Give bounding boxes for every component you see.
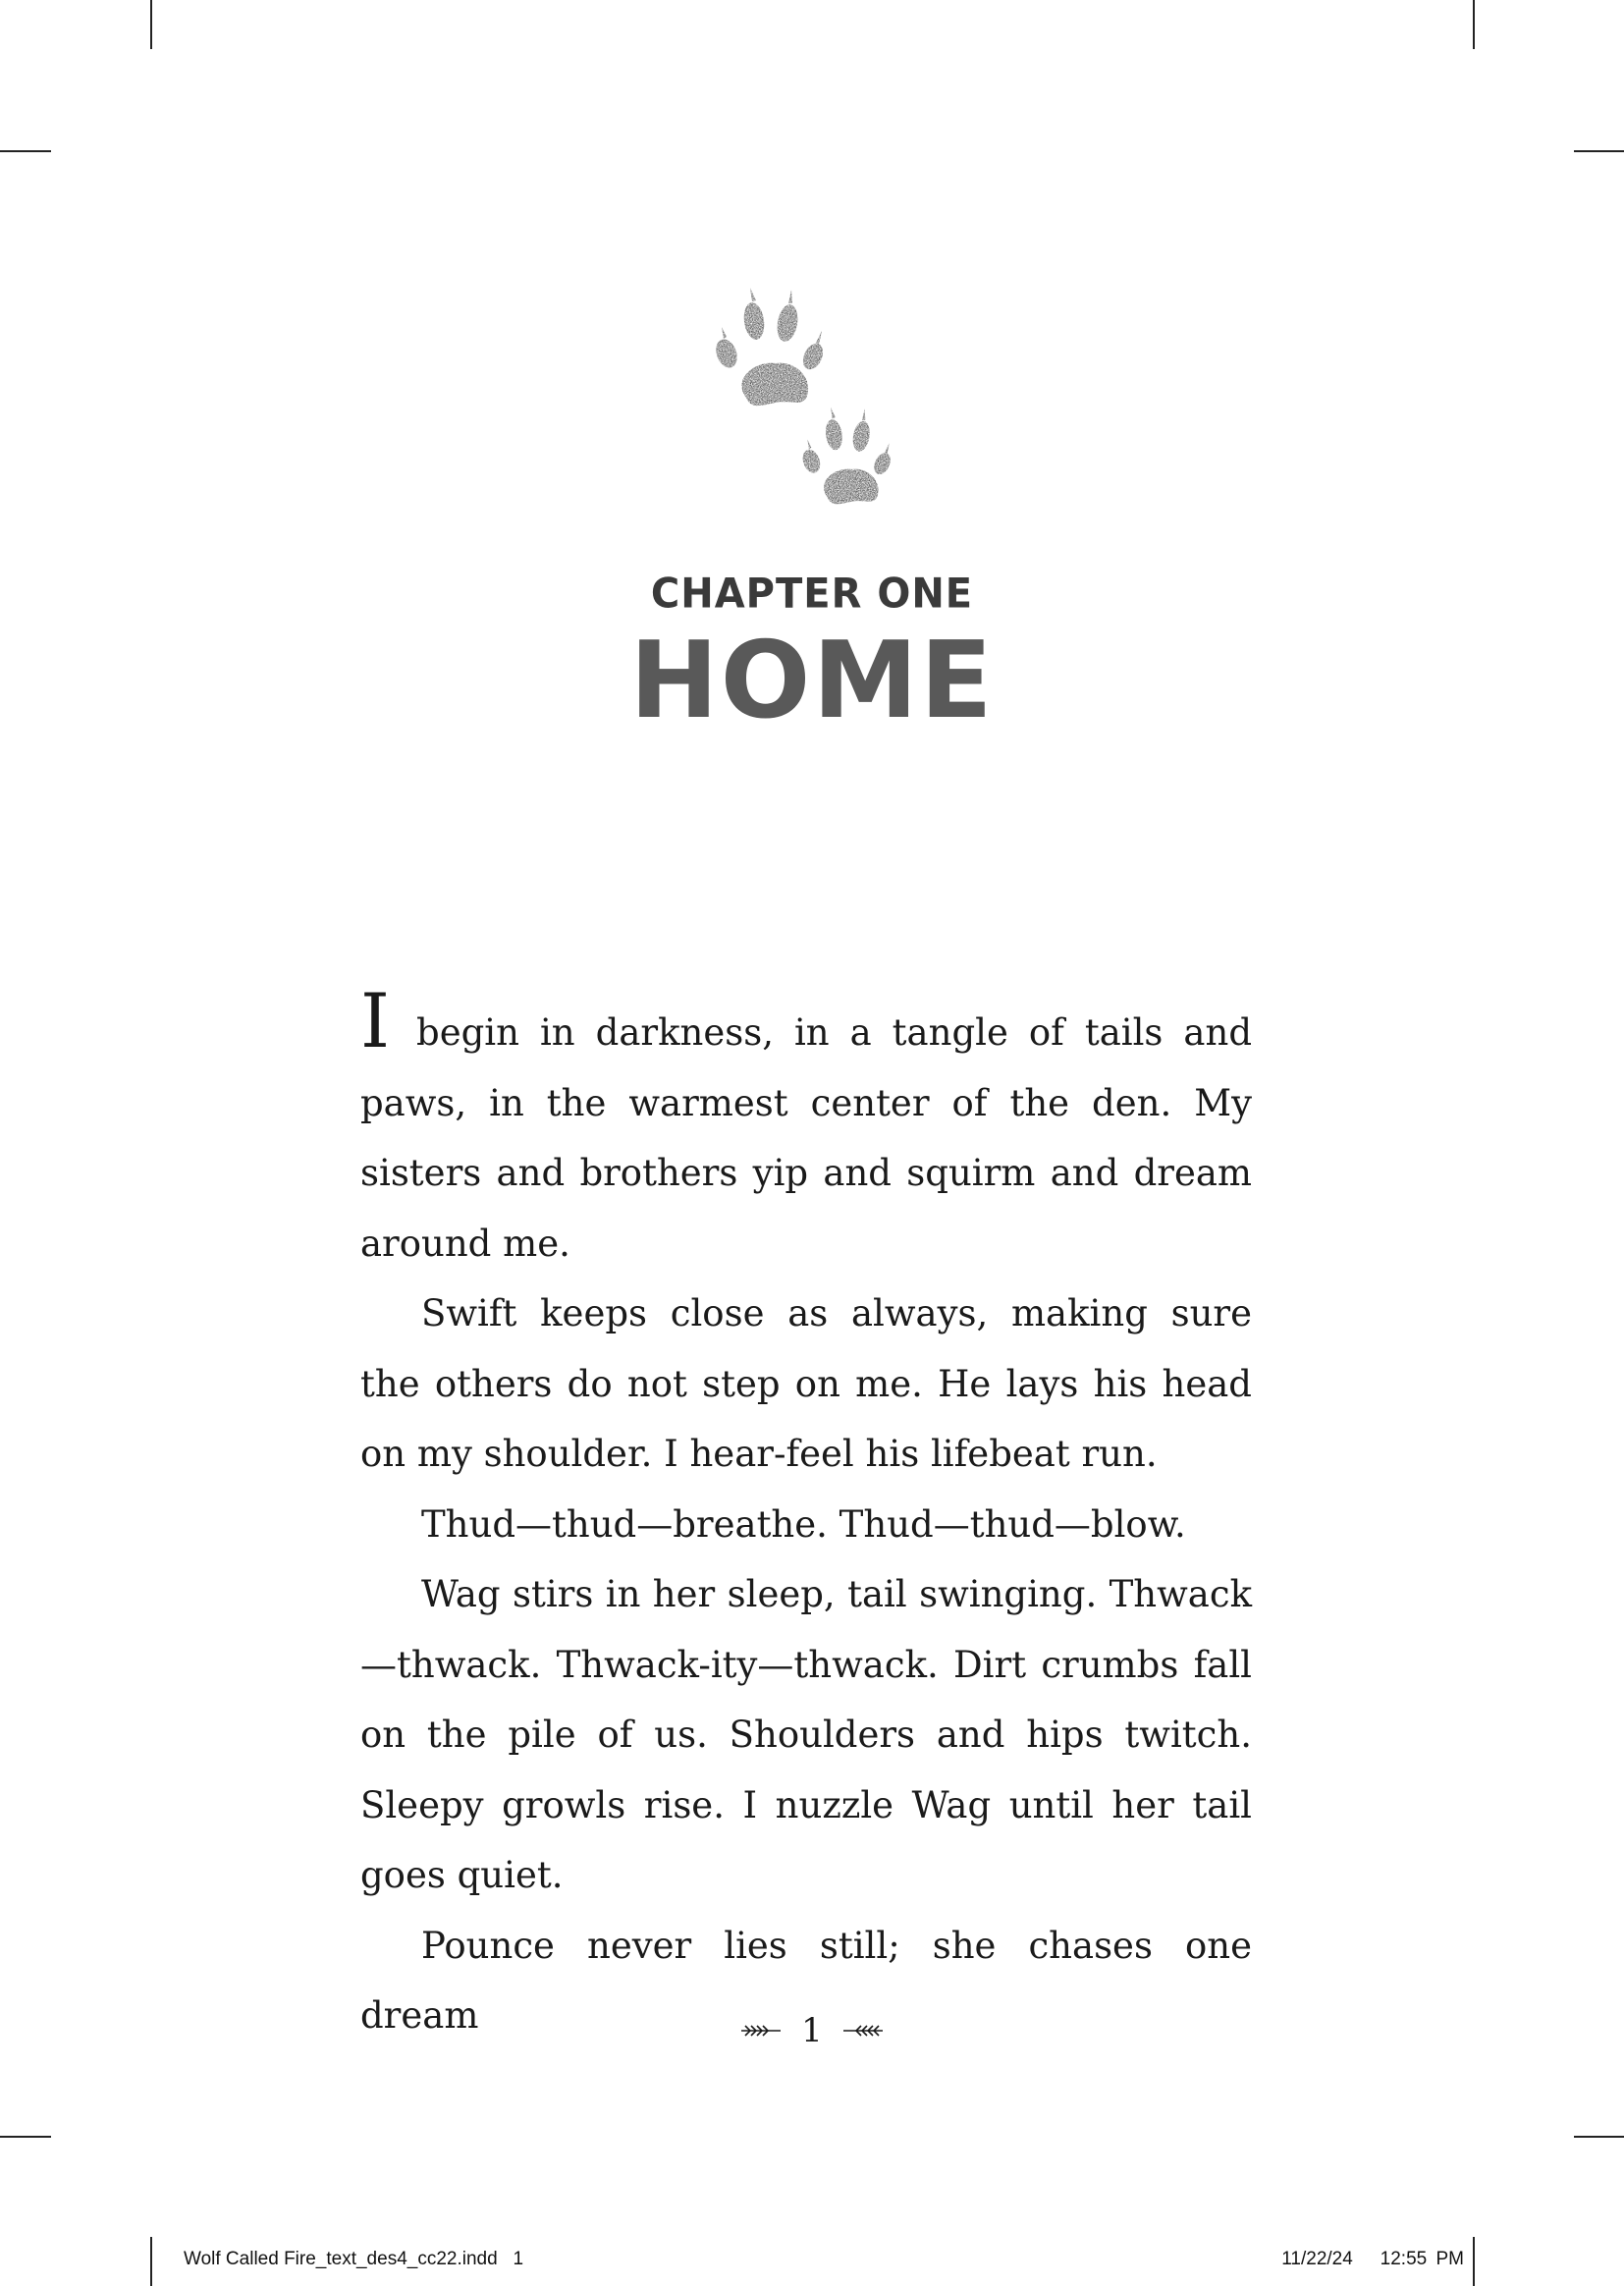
chapter-title: HOME	[629, 620, 995, 742]
crop-mark-left-bottom	[0, 2136, 51, 2138]
paragraph-1-text: begin in darkness, in a tangle of tails and paws, in the warmest center of the den. My sisters and brothers yip and squirm and dream around me.	[360, 1011, 1252, 1265]
arrow-fletching-icon	[739, 2024, 783, 2038]
slug-date: 11/22/24	[1281, 2249, 1353, 2269]
crop-mark-top-left	[150, 0, 152, 49]
chapter-label: CHAPTER ONE	[650, 570, 974, 619]
crop-mark-right-bottom	[1574, 2136, 1624, 2138]
crop-mark-right-top	[1574, 150, 1624, 152]
slug-timestamp	[1281, 2249, 1464, 2270]
page-folio	[0, 2009, 1624, 2050]
paragraph-5: Pounce never lies still; she chases one dream	[360, 1924, 1252, 2037]
crop-mark-bottom-right	[1473, 2237, 1475, 2286]
paragraph-4: Wag stirs in her sleep, tail swinging. Thwack—thwack. Thwack-ity—thwack. Dirt crumbs fall on the pile of us. Shoulders and hips twitch. Sleepy growls rise. I nuzzle Wag until her tail goes quiet.	[360, 1573, 1252, 1896]
chapter-body	[360, 977, 1252, 2051]
slug-filename: Wolf Called Fire_text_des4_cc22.indd 1	[184, 2249, 524, 2269]
page-number: 1	[801, 2011, 823, 2050]
paragraph-1	[360, 977, 1252, 1279]
crop-mark-bottom-left	[150, 2237, 152, 2286]
crop-mark-top-right	[1473, 0, 1475, 49]
paw-prints-icon	[707, 270, 913, 525]
slug-time: 12:55 PM	[1380, 2249, 1464, 2269]
crop-mark-left-top	[0, 150, 51, 152]
drop-cap: I	[360, 977, 391, 1064]
paragraph-2: Swift keeps close as always, making sure the others do not step on me. He lays his head on my shoulder. I hear-feel his lifebeat run.	[360, 1292, 1252, 1475]
paragraph-3: Thud—thud—breathe. Thud—thud—blow.	[421, 1502, 1186, 1546]
arrow-fletching-icon	[841, 2024, 885, 2038]
